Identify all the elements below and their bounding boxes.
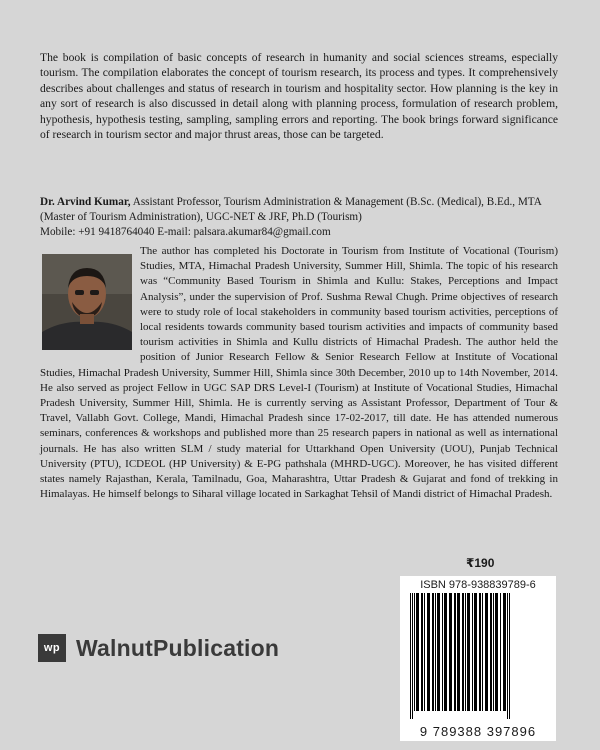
book-blurb: The book is compilation of basic concepts of research in humanity and social sciences streams, especially tourism. The compilation elaborates the concept of tourism research, its process and types. It comprehensively describes about challenges and status of research in tourism and hospitality sector. How planning is the key in any sort of research is also discussed in detail along with planning process, formulation of research problem, hypothesis, hypothesis testing, sampling, sampling errors and reporting. The book brings forward significance of research in tourism sector and major thrust areas, those can be targeted. xyxy=(40,50,558,142)
author-name: Dr. Arvind Kumar, xyxy=(40,196,131,208)
publisher-brand xyxy=(38,632,279,664)
isbn-digits: 9 789388 397896 xyxy=(419,724,537,739)
publisher-logo-icon: wp xyxy=(38,634,66,662)
author-photo xyxy=(42,254,132,350)
publisher-name: WalnutPublication xyxy=(76,634,280,661)
price-label: ₹190 xyxy=(466,556,495,570)
isbn-label: ISBN 978-938839789-6 xyxy=(420,579,536,591)
author-contact: Mobile: +91 9418764040 E-mail: palsara.akumar84@gmail.com xyxy=(40,226,331,238)
author-bio: The author has completed his Doctorate in Tourism from Institute of Vocational (Tourism) Studies, MTA, Himachal Pradesh University, Summer Hill, Shimla. The topic of his research was “Community Based Tourism in Shimla and Kullu: Stakes, Perceptions and Impact Analysis”, under the supervision of Prof. Sushma Rewal Chugh. Prime objectives of research were to study role of local stakeholders in community based tourism activities, perceptions of local residents towards community based tourism activities and impacts of community based tourism activities in Shimla and Kullu districts of Himachal Pradesh. The author held the position of Junior Research Fellow & Senior Research Fellow at Institute of Vocational Studies, Himachal Pradesh University, Summer Hill, Shimla since 30th December, 2010 up to 14th November, 2014. He also served as project Fellow in UGC SAP DRS Level-I (Tourism) at Institute of Vocational Studies, Himachal Pradesh University, Summer Hill, Shimla. He is currently serving as Assistant Professor, Department of Tour & Travel, Vallabh Govt. College, Mandi, Himachal Pradesh since 17-02-2017, till date. He has attended numerous seminars, conferences & workshops and published more than 25 research papers in national as well as international journals. He has also written SLM / study material for Uttarkhand Open University (UOU), Punjab Technical University (PTU), ICDEOL (HP University) & E-PG pathshala (MHRD-UGC). Moreover, he has visited different states namely Rajasthan, Kerala, Tamilnadu, Goa, Maharashtra, Uttar Pradesh & Gujarat and fond of trekking in Himalayas. He himself belongs to Siharal village located in Sarkaghat Tehsil of Mandi district of Himachal Pradesh. xyxy=(40,245,558,501)
barcode-bars xyxy=(404,593,552,719)
author-header xyxy=(40,195,558,240)
isbn-barcode xyxy=(400,576,556,741)
author-credentials: Assistant Professor, Tourism Administration & Management (B.Sc. (Medical), B.Ed., MTA (Master of Tourism Administration), UGC-NET & JRF, Ph.D (Tourism) xyxy=(40,196,542,223)
